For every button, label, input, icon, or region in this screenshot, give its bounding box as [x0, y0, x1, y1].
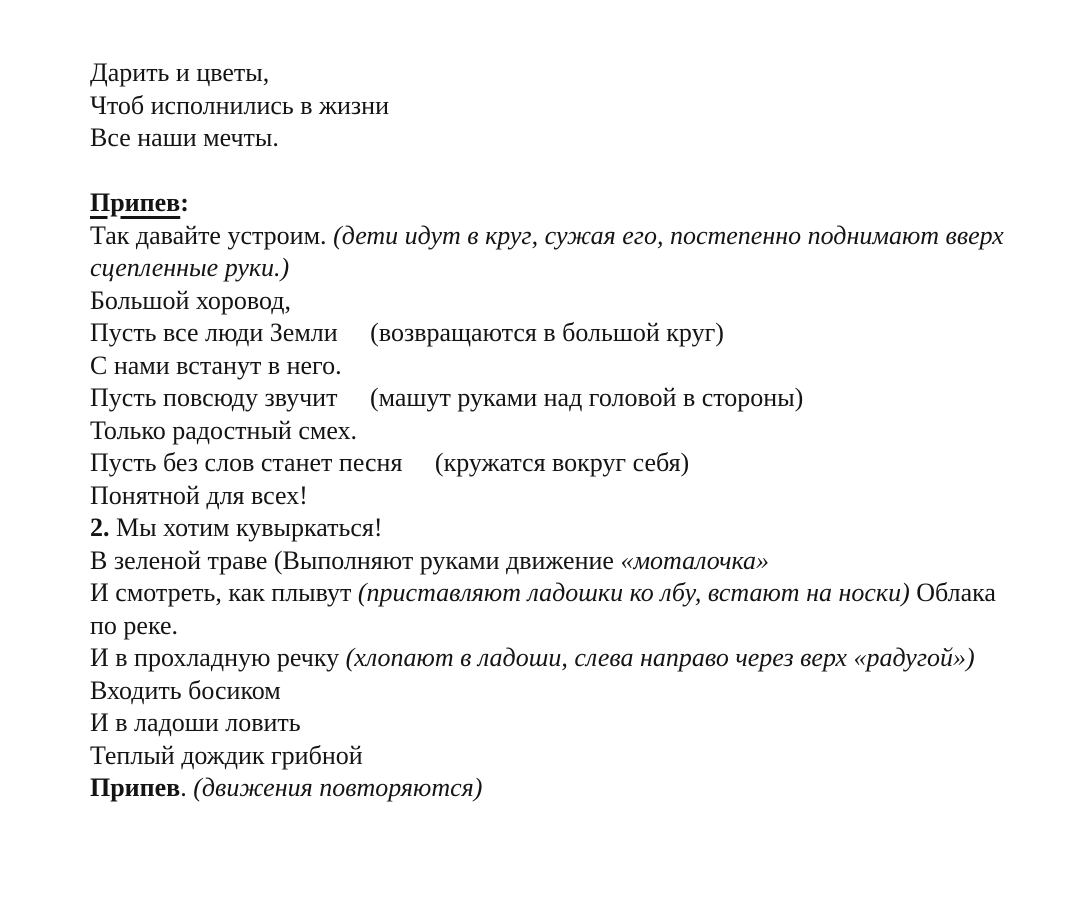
text-line — [90, 512, 1080, 545]
text-segment: сцепленные руки.) — [90, 253, 290, 282]
document-body — [90, 57, 1080, 805]
text-line — [90, 122, 1080, 155]
text-line — [90, 707, 1080, 740]
text-segment: Большой хоровод, — [90, 285, 291, 315]
text-segment: Припев — [90, 773, 181, 802]
text-segment: Так давайте устроим. — [90, 220, 334, 250]
text-segment: Теплый дождик грибной — [90, 740, 363, 770]
text-segment: по реке. — [90, 610, 178, 640]
text-segment: Пусть повсюду звучит (машут руками над головой в стороны) — [90, 383, 804, 412]
text-segment: «моталочка» — [620, 545, 770, 575]
text-segment: Только радостный смех. — [90, 415, 358, 445]
text-line — [90, 740, 1080, 773]
text-line — [90, 382, 1080, 415]
text-line — [90, 415, 1080, 448]
text-line — [90, 772, 1080, 805]
text-segment: Дарить и цветы, — [90, 58, 270, 87]
text-segment: : — [180, 188, 189, 217]
text-segment: Входить босиком — [90, 675, 281, 705]
text-segment: Понятной для всех! — [90, 480, 308, 510]
text-segment: Припев — [90, 188, 181, 217]
text-line — [90, 447, 1080, 480]
text-line — [90, 285, 1080, 318]
text-line — [90, 220, 1080, 253]
text-segment: Облака — [909, 578, 996, 607]
text-segment: (хлопают в ладоши, слева направо через верх «радугой») — [345, 643, 975, 672]
text-line — [90, 350, 1080, 383]
text-segment: И смотреть, как плывут — [90, 578, 358, 607]
text-line — [90, 610, 1080, 643]
text-segment: Все наши мечты. — [90, 123, 279, 152]
text-segment: С нами встанут в него. — [90, 350, 342, 380]
text-segment: Пусть без слов станет песня (кружатся вокруг себя) — [90, 448, 690, 477]
text-segment: . — [180, 773, 194, 802]
text-segment: И в прохладную речку — [90, 643, 346, 672]
text-line — [90, 642, 1080, 675]
text-line — [90, 317, 1080, 350]
text-segment: Пусть все люди Земли (возвращаются в большой круг) — [90, 318, 724, 347]
text-segment: Мы хотим кувыркаться! — [109, 513, 383, 542]
blank-line — [90, 155, 1080, 188]
text-line — [90, 480, 1080, 513]
text-segment: Чтоб исполнились в жизни — [90, 90, 390, 120]
text-line — [90, 187, 1080, 220]
text-segment: И в ладоши ловить — [90, 708, 301, 737]
text-line — [90, 90, 1080, 123]
text-line — [90, 545, 1080, 578]
text-segment: (приставляют ладошки ко лбу, встают на носки) — [357, 578, 910, 607]
text-line — [90, 675, 1080, 708]
text-line — [90, 577, 1080, 610]
text-line — [90, 57, 1080, 90]
text-segment: (движения повторяются) — [193, 773, 483, 802]
text-segment: В зеленой траве (Выполняют руками движение — [90, 545, 621, 575]
text-segment: 2. — [90, 513, 110, 542]
text-segment: (дети идут в круг, сужая его, постепенно поднимают вверх — [333, 220, 1004, 250]
text-line — [90, 252, 1080, 285]
